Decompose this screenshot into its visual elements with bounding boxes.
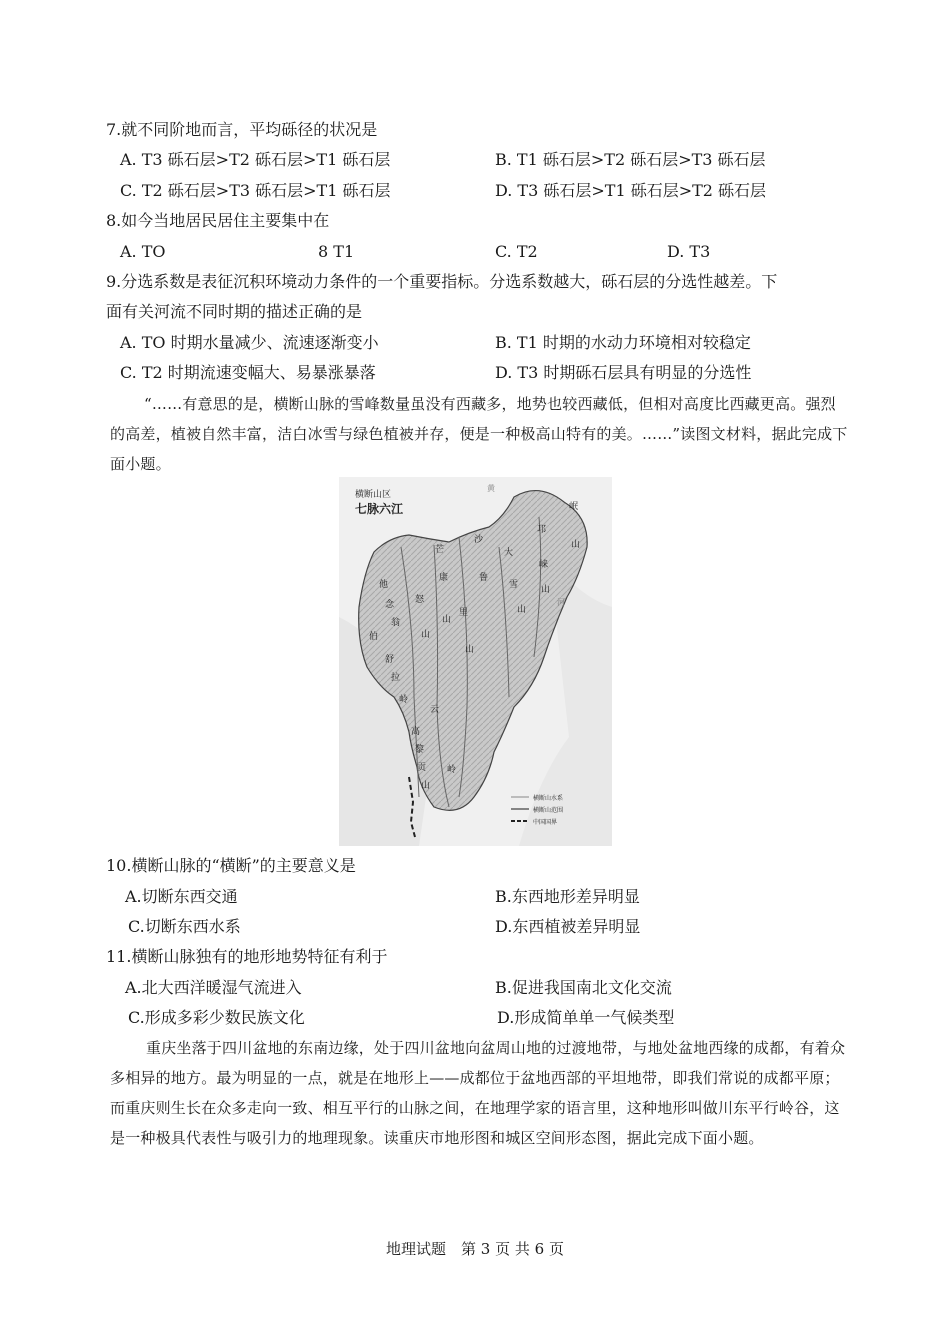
q9-option-b: B. T1 时期的水动力环境相对较稳定	[495, 333, 751, 352]
q9-stem-line2: 面有关河流不同时期的描述正确的是	[106, 302, 363, 321]
map-label-shu: 舒	[385, 655, 395, 665]
map-label-mangkang-shan: 山	[442, 615, 452, 625]
q8-option-d: D. T3	[667, 242, 711, 261]
map-label-la: 拉	[391, 673, 401, 683]
q10-stem: 10.横断山脉的“横断”的主要意义是	[106, 856, 356, 875]
q8-option-b: 8 T1	[318, 242, 355, 261]
q8-option-a: A. TO	[120, 242, 166, 261]
map-label-yun: 云	[430, 705, 440, 715]
map-label-mang: 芒	[435, 545, 445, 555]
page-footer: 地理试题 第 3 页 共 6 页	[386, 1240, 564, 1258]
map-label-lu: 鲁	[479, 573, 489, 583]
q9-option-d: D. T3 时期砾石层具有明显的分选性	[495, 363, 752, 382]
map-label-yunling: 岭	[447, 765, 457, 775]
q11-option-b: B.促进我国南北文化交流	[495, 978, 672, 997]
q7-stem: 7.就不同阶地而言，平均砾径的状况是	[106, 120, 378, 139]
legend-label-range: 横断山范围	[533, 807, 564, 814]
q11-stem: 11.横断山脉独有的地形地势特征有利于	[106, 947, 388, 966]
map-label-li: 里	[459, 608, 469, 618]
map-title-small: 横断山区	[355, 490, 392, 500]
q9-stem-line1: 9.分选系数是表征沉积环境动力条件的一个重要指标。分选系数越大，砾石层的分选性越差。下	[106, 272, 778, 291]
q10-option-d: D.东西植被差异明显	[495, 917, 641, 936]
map-label-gao: 高	[411, 727, 421, 737]
passage-hengduan: “……有意思的是，横断山脉的雪峰数量虽没有西藏多，地势也较西藏低，但相对高度比西藏更高。强烈的高差，植被自然丰富，洁白冰雪与绿色植被并存，便是一种极高山特有的美。……”读图文材料，据此完成下面小题。	[110, 395, 848, 473]
map-label-boshula-ling: 岭	[399, 695, 409, 705]
map-label-nu-shan: 山	[421, 630, 431, 640]
q8-option-c: C. T2	[495, 242, 538, 261]
map-label-min-shan: 山	[571, 540, 581, 550]
map-label-lai: 崃	[539, 560, 549, 570]
q10-option-b: B.东西地形差异明显	[495, 887, 640, 906]
hengduan-map	[339, 477, 612, 846]
map-label-qiong-shan: 山	[541, 585, 551, 595]
map-label-da: 大	[504, 548, 514, 558]
q11-option-a: A.北大西洋暖湿气流进入	[125, 978, 302, 997]
map-label-shaluli-shan: 山	[465, 645, 475, 655]
map-label-gaoligong-shan: 山	[421, 781, 431, 791]
q7-option-d: D. T3 砾石层>T1 砾石层>T2 砾石层	[495, 181, 767, 200]
q11-option-c: C.形成多彩少数民族文化	[128, 1008, 305, 1027]
q9-option-a: A. TO 时期水量减少、流速逐渐变小	[120, 333, 379, 352]
q8-stem: 8.如今当地居民居住主要集中在	[106, 211, 330, 230]
map-label-qiong: 邛	[537, 525, 547, 535]
map-label-ta: 他	[379, 580, 389, 590]
map-label-bo: 伯	[369, 632, 379, 642]
q7-option-b: B. T1 砾石层>T2 砾石层>T3 砾石层	[495, 150, 766, 169]
map-label-li-2: 黎	[415, 745, 425, 755]
legend-label-water: 横断山水系	[533, 795, 564, 802]
map-label-he: 河	[557, 598, 565, 607]
map-label-weng: 翁	[391, 618, 401, 628]
map-label-daxue-shan: 山	[517, 605, 527, 615]
passage-chongqing: 重庆坐落于四川盆地的东南边缘，处于四川盆地向盆周山地的过渡地带，与地处盆地西缘的成都，有着众多相异的地方。最为明显的一点，就是在地形上——成都位于盆地西部的平坦地带，即我们常说的成都平原；而重庆则生长在众多走向一致、相互平行的山脉之间，在地理学家的语言里，这种地形叫做川东平行岭谷，这是一种极具代表性与吸引力的地理现象。读重庆市地形图和城区空间形态图，据此完成下面小题。	[110, 1039, 846, 1147]
map-label-nu: 怒	[415, 595, 425, 605]
map-label-min: 岷	[569, 502, 579, 512]
map-title-big: 七脉六江	[355, 502, 404, 516]
map-label-xue: 雪	[509, 580, 519, 590]
q11-option-d: D.形成简单单一气候类型	[497, 1008, 675, 1027]
q7-option-a: A. T3 砾石层>T2 砾石层>T1 砾石层	[120, 150, 391, 169]
map-label-huang: 黄	[487, 484, 495, 493]
map-label-nian: 念	[385, 600, 395, 610]
q10-option-c: C.切断东西水系	[128, 917, 241, 936]
q7-option-c: C. T2 砾石层>T3 砾石层>T1 砾石层	[120, 181, 391, 200]
map-label-sha: 沙	[474, 535, 484, 545]
map-label-kang: 康	[439, 573, 449, 583]
legend-label-border: 中国国界	[533, 819, 558, 826]
q10-option-a: A.切断东西交通	[125, 887, 238, 906]
hengduan-map-svg	[339, 477, 612, 846]
q9-option-c: C. T2 时期流速变幅大、易暴涨暴落	[120, 363, 376, 382]
map-label-gong: 贡	[417, 763, 427, 773]
